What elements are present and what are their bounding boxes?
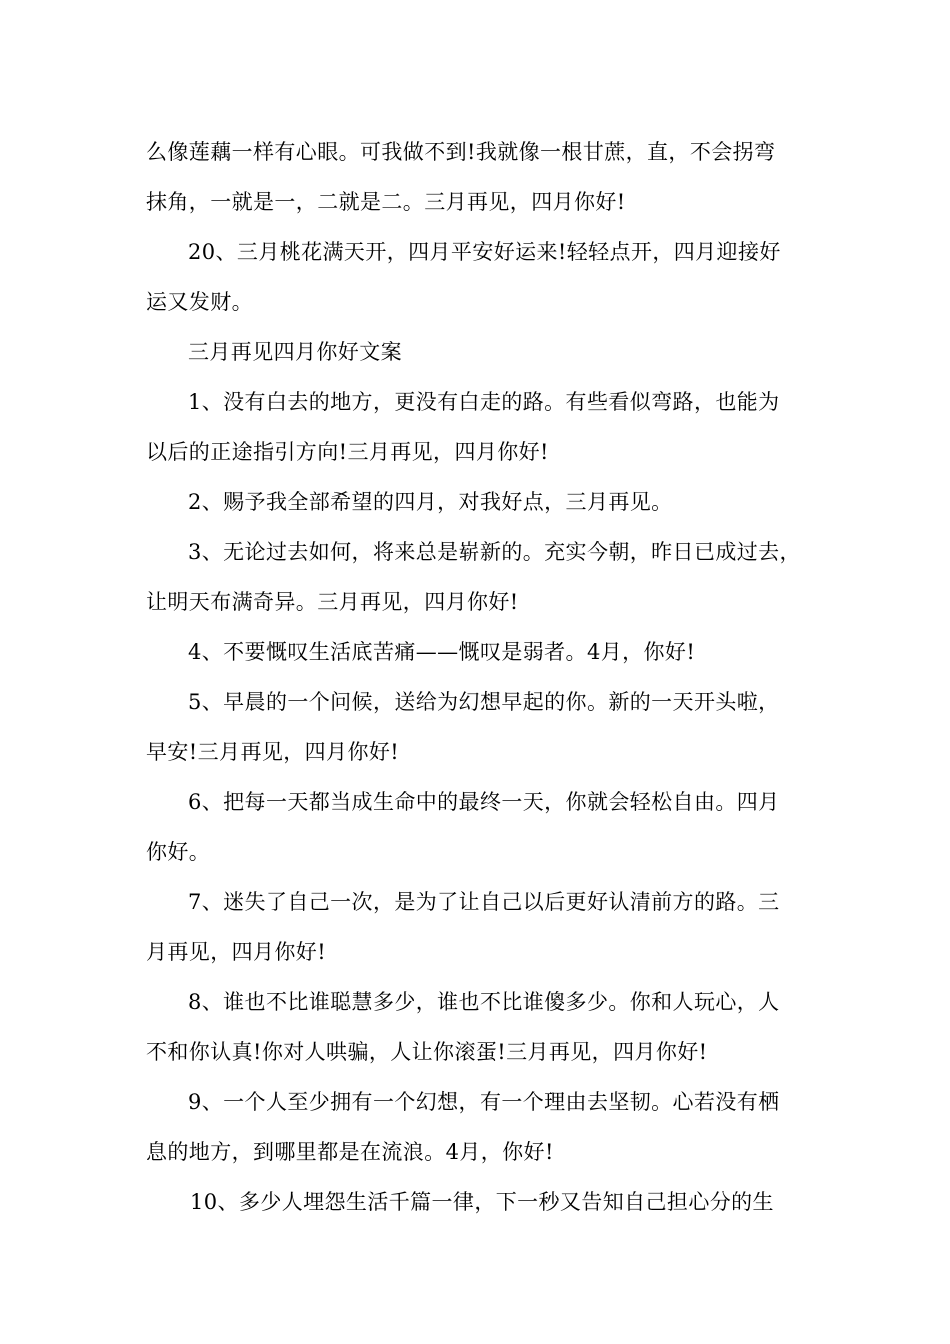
text-line: 7、迷失了自己一次，是为了让自己以后更好认清前方的路。三 bbox=[188, 890, 780, 914]
text-line: 20、三月桃花满天开，四月平安好运来!轻轻点开，四月迎接好 bbox=[188, 240, 781, 264]
section-heading: 三月再见四月你好文案 bbox=[188, 340, 402, 364]
text-line: 2、赐予我全部希望的四月，对我好点，三月再见。 bbox=[188, 490, 673, 514]
text-line: 早安!三月再见，四月你好! bbox=[146, 740, 400, 764]
text-line: 6、把每一天都当成生命中的最终一天，你就会轻松自由。四月 bbox=[188, 790, 780, 814]
text-line: 运又发财。 bbox=[146, 290, 253, 314]
text-line: 抹角，一就是一，二就是二。三月再见，四月你好! bbox=[146, 190, 626, 214]
text-line: 9、一个人至少拥有一个幻想，有一个理由去坚韧。心若没有栖 bbox=[188, 1090, 780, 1114]
text-line: 让明天布满奇异。三月再见，四月你好! bbox=[146, 590, 519, 614]
text-line: 你好。 bbox=[146, 840, 211, 864]
text-line: 以后的正途指引方向!三月再见，四月你好! bbox=[146, 440, 549, 464]
text-line: 3、无论过去如何，将来总是崭新的。充实今朝，昨日已成过去， bbox=[188, 540, 801, 564]
text-line: 月再见，四月你好! bbox=[146, 940, 327, 964]
text-line: 1、没有白去的地方，更没有白走的路。有些看似弯路，也能为 bbox=[188, 390, 780, 414]
text-line: 5、早晨的一个问候，送给为幻想早起的你。新的一天开头啦， bbox=[188, 690, 780, 714]
text-line: 10、多少人埋怨生活千篇一律，下一秒又告知自己担心分的生 bbox=[190, 1190, 774, 1214]
text-line: 息的地方，到哪里都是在流浪。4月，你好! bbox=[146, 1140, 554, 1164]
text-line: 8、谁也不比谁聪慧多少，谁也不比谁傻多少。你和人玩心，人 bbox=[188, 990, 780, 1014]
text-line: 么像莲藕一样有心眼。可我做不到!我就像一根甘蔗，直，不会拐弯 bbox=[146, 140, 776, 164]
text-line: 4、不要慨叹生活底苦痛——慨叹是弱者。4月，你好! bbox=[188, 640, 696, 664]
text-line: 不和你认真!你对人哄骗，人让你滚蛋!三月再见，四月你好! bbox=[146, 1040, 708, 1064]
